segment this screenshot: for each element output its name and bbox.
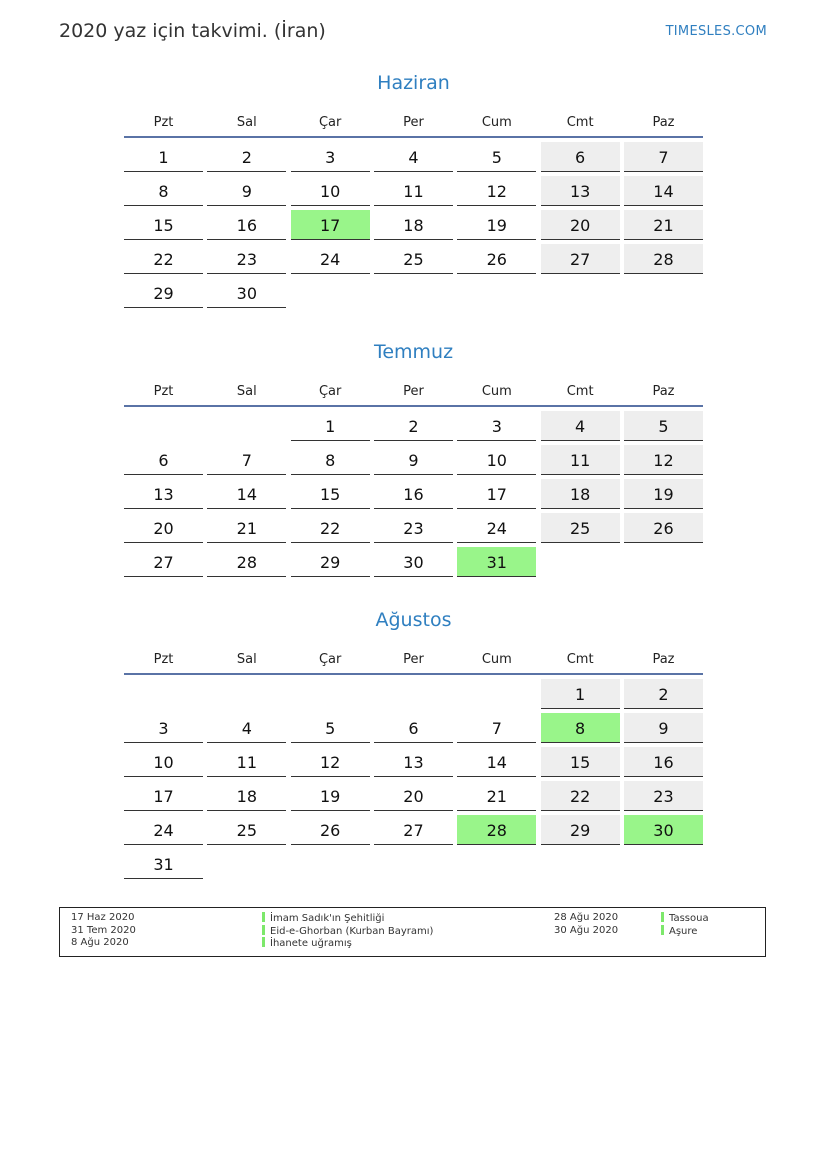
day-cell: 8	[124, 176, 203, 206]
legend-holiday-name: İhanete uğramış	[270, 938, 352, 949]
day-cell: 28	[207, 547, 286, 577]
weekday-label: Paz	[652, 384, 675, 399]
legend-date: 31 Tem 2020	[71, 924, 136, 936]
day-cell: 14	[624, 176, 703, 206]
weekday-label: Paz	[652, 652, 675, 667]
day-cell: 8	[291, 445, 370, 475]
day-cell: 16	[207, 210, 286, 240]
day-cell: 13	[374, 747, 453, 777]
day-cell: 9	[374, 445, 453, 475]
day-grid	[124, 142, 703, 308]
weekday-label: Cum	[481, 384, 512, 399]
empty-cell	[124, 411, 203, 441]
day-cell: 12	[457, 176, 536, 206]
legend-holiday-name: İmam Sadık'ın Şehitliği	[270, 913, 385, 924]
day-cell: 19	[291, 781, 370, 811]
day-cell: 11	[374, 176, 453, 206]
day-cell: 23	[207, 244, 286, 274]
day-cell: 31	[124, 849, 203, 879]
day-cell: 30	[374, 547, 453, 577]
day-cell: 27	[541, 244, 620, 274]
day-cell: 7	[624, 142, 703, 172]
empty-cell	[457, 679, 536, 709]
month-title: Ağustos	[375, 609, 452, 631]
day-cell: 24	[457, 513, 536, 543]
day-cell: 18	[207, 781, 286, 811]
day-cell: 26	[291, 815, 370, 845]
weekday-label: Pzt	[153, 115, 174, 130]
day-cell: 24	[291, 244, 370, 274]
empty-cell	[124, 679, 203, 709]
empty-cell	[374, 679, 453, 709]
day-cell: 16	[374, 479, 453, 509]
day-cell: 5	[624, 411, 703, 441]
legend-date: 28 Ağu 2020	[554, 912, 619, 923]
day-cell: 1	[124, 142, 203, 172]
weekday-label: Sal	[236, 384, 257, 399]
day-cell: 26	[624, 513, 703, 543]
day-cell: 2	[624, 679, 703, 709]
day-cell: 7	[457, 713, 536, 743]
day-cell: 22	[124, 244, 203, 274]
day-cell: 29	[541, 815, 620, 845]
weekday-label: Cmt	[566, 115, 594, 130]
day-cell: 23	[374, 513, 453, 543]
day-cell: 6	[124, 445, 203, 475]
day-cell: 30	[207, 278, 286, 308]
weekday-label: Cmt	[566, 384, 594, 399]
day-cell: 5	[457, 142, 536, 172]
day-cell: 19	[624, 479, 703, 509]
legend-item	[262, 937, 433, 950]
legend-names-right	[661, 912, 709, 937]
day-cell: 13	[541, 176, 620, 206]
day-cell: 25	[207, 815, 286, 845]
holiday-color-marker	[262, 925, 265, 935]
legend-holiday-name: Aşure	[669, 925, 698, 937]
weekday-label: Cmt	[566, 652, 594, 667]
holiday-color-marker	[661, 925, 664, 935]
day-cell: 5	[291, 713, 370, 743]
weekday-label: Per	[403, 652, 424, 667]
day-cell: 10	[291, 176, 370, 206]
day-cell: 2	[207, 142, 286, 172]
day-cell: 15	[124, 210, 203, 240]
legend-date: 8 Ağu 2020	[71, 937, 129, 948]
day-cell: 4	[374, 142, 453, 172]
weekday-label: Sal	[236, 115, 257, 130]
legend-date: 30 Ağu 2020	[554, 924, 619, 936]
day-cell: 20	[541, 210, 620, 240]
day-cell: 14	[457, 747, 536, 777]
day-cell: 21	[207, 513, 286, 543]
day-cell: 3	[291, 142, 370, 172]
weekday-label: Paz	[652, 115, 675, 130]
legend-dates-right	[554, 912, 618, 937]
day-cell: 4	[207, 713, 286, 743]
day-cell: 15	[541, 747, 620, 777]
day-cell: 1	[541, 679, 620, 709]
day-cell: 12	[291, 747, 370, 777]
day-cell: 7	[207, 445, 286, 475]
month-calendar-august	[124, 607, 703, 879]
month-calendar-june	[124, 70, 703, 308]
weekday-label: Cum	[481, 115, 512, 130]
day-grid	[124, 411, 703, 577]
day-cell: 29	[291, 547, 370, 577]
day-cell: 29	[124, 278, 203, 308]
weekday-label: Sal	[236, 652, 257, 667]
day-cell: 11	[207, 747, 286, 777]
day-cell: 20	[124, 513, 203, 543]
holiday-day-cell: 30	[624, 815, 703, 845]
day-cell: 6	[541, 142, 620, 172]
weekday-header	[124, 369, 703, 407]
legend-item	[262, 925, 433, 938]
legend-holiday-name: Eid-e-Ghorban (Kurban Bayramı)	[270, 925, 434, 937]
day-cell: 10	[124, 747, 203, 777]
day-cell: 11	[541, 445, 620, 475]
legend-dates-left	[71, 912, 136, 950]
weekday-label: Çar	[318, 384, 342, 399]
weekday-label: Per	[403, 115, 424, 130]
month-title: Temmuz	[373, 341, 454, 363]
day-cell: 6	[374, 713, 453, 743]
day-cell: 12	[624, 445, 703, 475]
holiday-day-cell: 31	[457, 547, 536, 577]
weekday-label: Çar	[318, 652, 342, 667]
weekday-label: Pzt	[153, 384, 174, 399]
holiday-day-cell: 28	[457, 815, 536, 845]
legend-item	[661, 925, 709, 938]
month-title: Haziran	[377, 72, 450, 94]
day-cell: 27	[374, 815, 453, 845]
day-cell: 18	[374, 210, 453, 240]
day-cell: 9	[624, 713, 703, 743]
holiday-day-cell: 8	[541, 713, 620, 743]
weekday-label: Çar	[318, 115, 342, 130]
day-cell: 25	[374, 244, 453, 274]
empty-cell	[207, 679, 286, 709]
holiday-color-marker	[661, 912, 664, 922]
legend-date: 17 Haz 2020	[71, 912, 135, 923]
day-cell: 17	[124, 781, 203, 811]
brand-link[interactable]: TIMESLES.COM	[665, 24, 767, 39]
weekday-label: Cum	[481, 652, 512, 667]
day-cell: 10	[457, 445, 536, 475]
day-cell: 16	[624, 747, 703, 777]
day-cell: 17	[457, 479, 536, 509]
day-cell: 1	[291, 411, 370, 441]
empty-cell	[291, 679, 370, 709]
day-grid	[124, 679, 703, 879]
day-cell: 28	[624, 244, 703, 274]
day-cell: 25	[541, 513, 620, 543]
empty-cell	[207, 411, 286, 441]
day-cell: 2	[374, 411, 453, 441]
day-cell: 24	[124, 815, 203, 845]
legend-item	[262, 912, 433, 925]
holiday-color-marker	[262, 937, 265, 947]
day-cell: 20	[374, 781, 453, 811]
weekday-label: Pzt	[153, 652, 174, 667]
holiday-color-marker	[262, 912, 265, 922]
day-cell: 14	[207, 479, 286, 509]
weekday-header	[124, 637, 703, 675]
page-title: 2020 yaz için takvimi. (İran)	[59, 20, 326, 42]
day-cell: 27	[124, 547, 203, 577]
day-cell: 13	[124, 479, 203, 509]
day-cell: 26	[457, 244, 536, 274]
day-cell: 22	[541, 781, 620, 811]
holiday-legend	[59, 907, 766, 957]
legend-holiday-name: Tassoua	[669, 913, 709, 924]
day-cell: 23	[624, 781, 703, 811]
day-cell: 22	[291, 513, 370, 543]
weekday-header	[124, 100, 703, 138]
day-cell: 21	[457, 781, 536, 811]
day-cell: 3	[457, 411, 536, 441]
weekday-label: Per	[403, 384, 424, 399]
legend-item	[661, 912, 709, 925]
legend-names-left	[262, 912, 433, 950]
month-calendar-july	[124, 339, 703, 577]
day-cell: 21	[624, 210, 703, 240]
day-cell: 4	[541, 411, 620, 441]
day-cell: 19	[457, 210, 536, 240]
day-cell: 15	[291, 479, 370, 509]
day-cell: 3	[124, 713, 203, 743]
holiday-day-cell: 17	[291, 210, 370, 240]
day-cell: 9	[207, 176, 286, 206]
day-cell: 18	[541, 479, 620, 509]
